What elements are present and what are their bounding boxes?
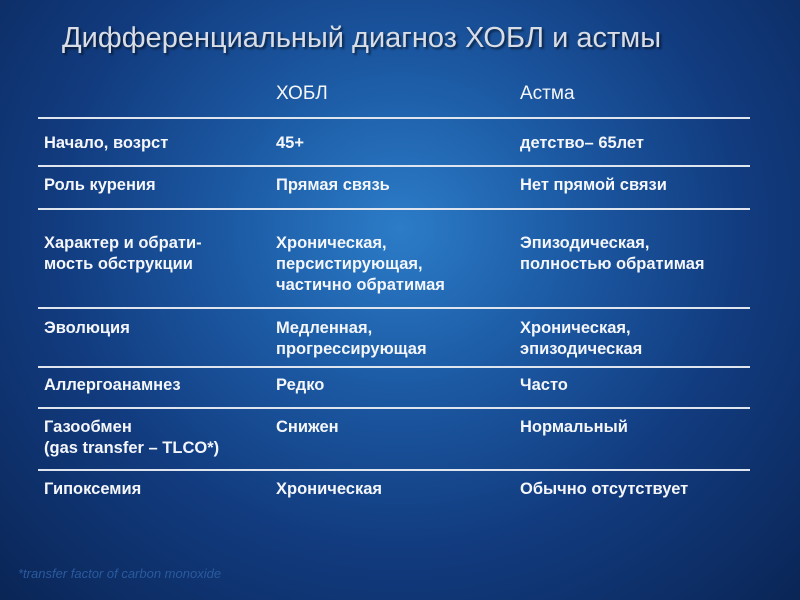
row-label: Газообмен (gas transfer – TLCO*) [44, 418, 220, 457]
footnote: *transfer factor of carbon monoxide [18, 566, 222, 581]
copd-value: 45+ [276, 134, 304, 152]
copd-value: Медленная, прогрессирующая [276, 319, 427, 358]
row-label: Начало, возрст [44, 134, 169, 152]
asthma-value: Часто [520, 376, 568, 394]
row-label: Характер и обрати- мость обструкции [44, 234, 202, 273]
asthma-value: Нет прямой связи [520, 176, 667, 194]
header-cell-asthma: Астма [520, 83, 575, 104]
table-row [38, 471, 750, 511]
copd-value: Прямая связь [276, 176, 390, 194]
row-label: Аллергоанамнез [44, 376, 181, 394]
asthma-value: Хроническая, эпизодическая [520, 319, 643, 358]
row-label: Гипоксемия [44, 480, 142, 498]
header-cell-copd: ХОБЛ [276, 83, 328, 104]
asthma-value: Обычно отсутствует [520, 480, 689, 498]
row-label: Роль курения [44, 176, 156, 194]
table-row [38, 210, 750, 309]
table-row [38, 309, 750, 368]
copd-value: Редко [276, 376, 325, 394]
table-row [38, 119, 750, 167]
copd-value: Снижен [276, 418, 339, 436]
asthma-value: детство– 65лет [520, 134, 644, 152]
slide-title: Дифференциальный диагноз ХОБЛ и астмы [62, 22, 662, 54]
copd-value: Хроническая, персистирующая, частично обратимая [276, 234, 445, 294]
comparison-table [38, 78, 750, 511]
table-row [38, 409, 750, 471]
copd-value: Хроническая [276, 480, 383, 498]
table-header-row [38, 78, 750, 119]
asthma-value: Нормальный [520, 418, 628, 436]
asthma-value: Эпизодическая, полностью обратимая [520, 234, 705, 273]
table-row [38, 167, 750, 210]
table-row [38, 368, 750, 409]
row-label: Эволюция [44, 319, 130, 337]
